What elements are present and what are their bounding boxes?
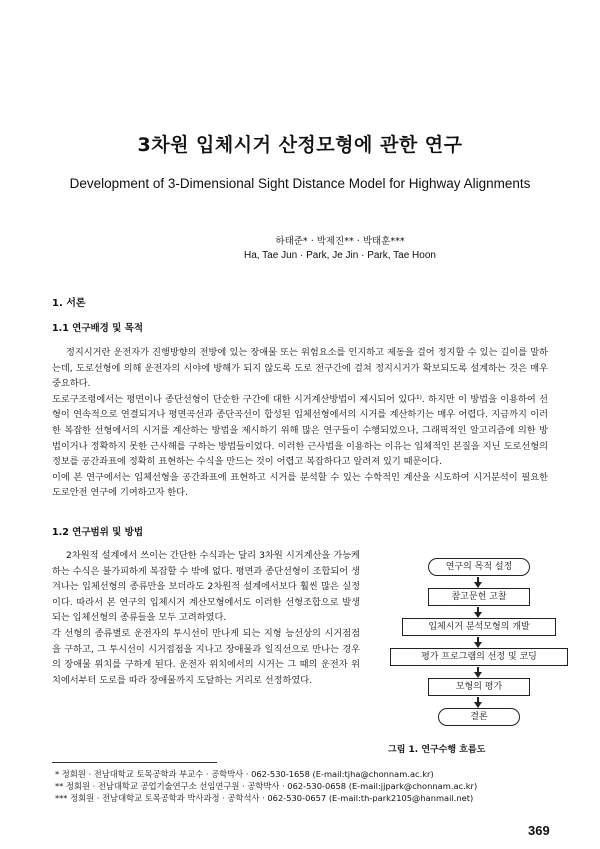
section-heading-introduction: 1. 서론 <box>52 298 86 309</box>
paragraph: 이에 본 연구에서는 입체선형을 공간좌표에 표현하고 시거를 분석할 수 있는 수학적인 계산을 시도하여 시거분석이 필요한 도로안전 연구에 기여하고자 한다. <box>52 471 548 499</box>
paper-title-english: Development of 3-Dimensional Sight Distance Model for Highway Alignments <box>69 176 531 191</box>
paragraph: 정지시거란 운전자가 진행방향의 전방에 있는 장애물 또는 위험요소를 인지하고 제동을 걸어 정지할 수 있는 길이를 말하는데, 도로선형에 의해 운전자의 시야에 방해가 되지 않도록 도로 전구간에 걸쳐 정지시거가 확보되도록 설계하는 것은 매우 중요하다. <box>52 347 548 390</box>
background-text <box>52 345 548 501</box>
scope-text <box>52 548 360 688</box>
paragraph: 2차원적 설계에서 쓰이는 간단한 수식과는 달리 3차원 시거계산을 가능케 하는 수식은 불가피하게 복잡할 수 밖에 없다. 평면과 종단선형이 조합되어 생겨나는 입체선형의 종류만을 보더라도 2차원적 설계에서보다 훨씬 많은 실정이다. 따라서 본 연구의 입체시거 계산모형에서도 이러한 선형조합으로 발생되는 입체선형의 종류들을 모두 고려하였다. <box>52 550 360 624</box>
footnote-author-2: ** 정회원 · 전남대학교 공업기술연구소 선임연구원 · 공학박사 · 062-530-0658 (E-mail:jjpark@chonnam.ac.kr) <box>55 781 478 791</box>
footnote-author-3: *** 정회원 · 전남대학교 토목공학과 박사과정 · 공학석사 · 062-530-0657 (E-mail:th-park2105@hanmail.net) <box>55 793 474 803</box>
authors-english: Ha, Tae Jun · Park, Je Jin · Park, Tae Hoon <box>244 250 436 261</box>
figure-caption: 그림 1. 연구수행 흐름도 <box>388 745 486 755</box>
flow-step-literature: 참고문헌 고찰 <box>428 588 530 606</box>
paragraph: 도로구조령에서는 평면이나 종단선형이 단순한 구간에 대한 시거계산방법이 제시되어 있다¹⁾. 하지만 이 방법을 이용하여 선형이 연속적으로 연결되거나 평면곡선과 종단곡선이 합성된 입체선형에서의 시거를 계산하기는 매우 어렵다. 지금까지 이러한 복잡한 선형에서의 시거를 계산하는 방법을 제시하기 위해 많은 연구들이 수행되었으나, 그래픽적인 알고리즘에 의한 방법이거나 정확하지 못한 근사해를 구하는 방법들이었다. 이러한 근사법을 이용하는 이유는 입체적인 본질을 지닌 도로선형의 정보를 공간좌표에 정확히 표현하는 수식을 만드는 것이 어렵고 복잡하다고 알려져 있기 때문이다. <box>52 393 548 468</box>
paragraph: 각 선형의 종류별로 운전자의 투시선이 만나게 되는 지형 능선상의 시거점점을 구하고, 그 투시선이 시거접점을 지나고 장애물과 일직선으로 만나는 경우의 장애물 위치를 구하게 된다. 운전자 위치에서의 시거는 그 때의 운전자 위치에서부터 도로를 따라 장애물까지 도달하는 거리로 선정하였다. <box>52 627 360 686</box>
flow-step-model-evaluation: 모형의 평가 <box>428 678 530 696</box>
page-number: 369 <box>528 823 550 838</box>
subsection-heading-background: 1.1 연구배경 및 목적 <box>52 323 143 334</box>
paper-title-korean: 3차원 입체시거 산정모형에 관한 연구 <box>137 134 463 156</box>
footnote-divider <box>52 762 217 763</box>
footnote-author-1: * 정회원 · 전남대학교 토목공학과 부교수 · 공학박사 · 062-530-1658 (E-mail:tjha@chonnam.ac.kr) <box>55 769 434 779</box>
flow-step-model-development: 입체시거 분석모형의 개발 <box>402 618 556 636</box>
subsection-heading-scope: 1.2 연구범위 및 방법 <box>52 527 143 538</box>
flow-step-conclusion: 결론 <box>438 708 520 726</box>
research-flowchart <box>412 548 544 738</box>
authors-korean: 하태준* · 박제진** · 박태훈*** <box>275 236 405 247</box>
flow-step-purpose: 연구의 목적 설정 <box>428 558 530 576</box>
flow-step-program-coding: 평가 프로그램의 선정 및 코딩 <box>390 648 568 666</box>
